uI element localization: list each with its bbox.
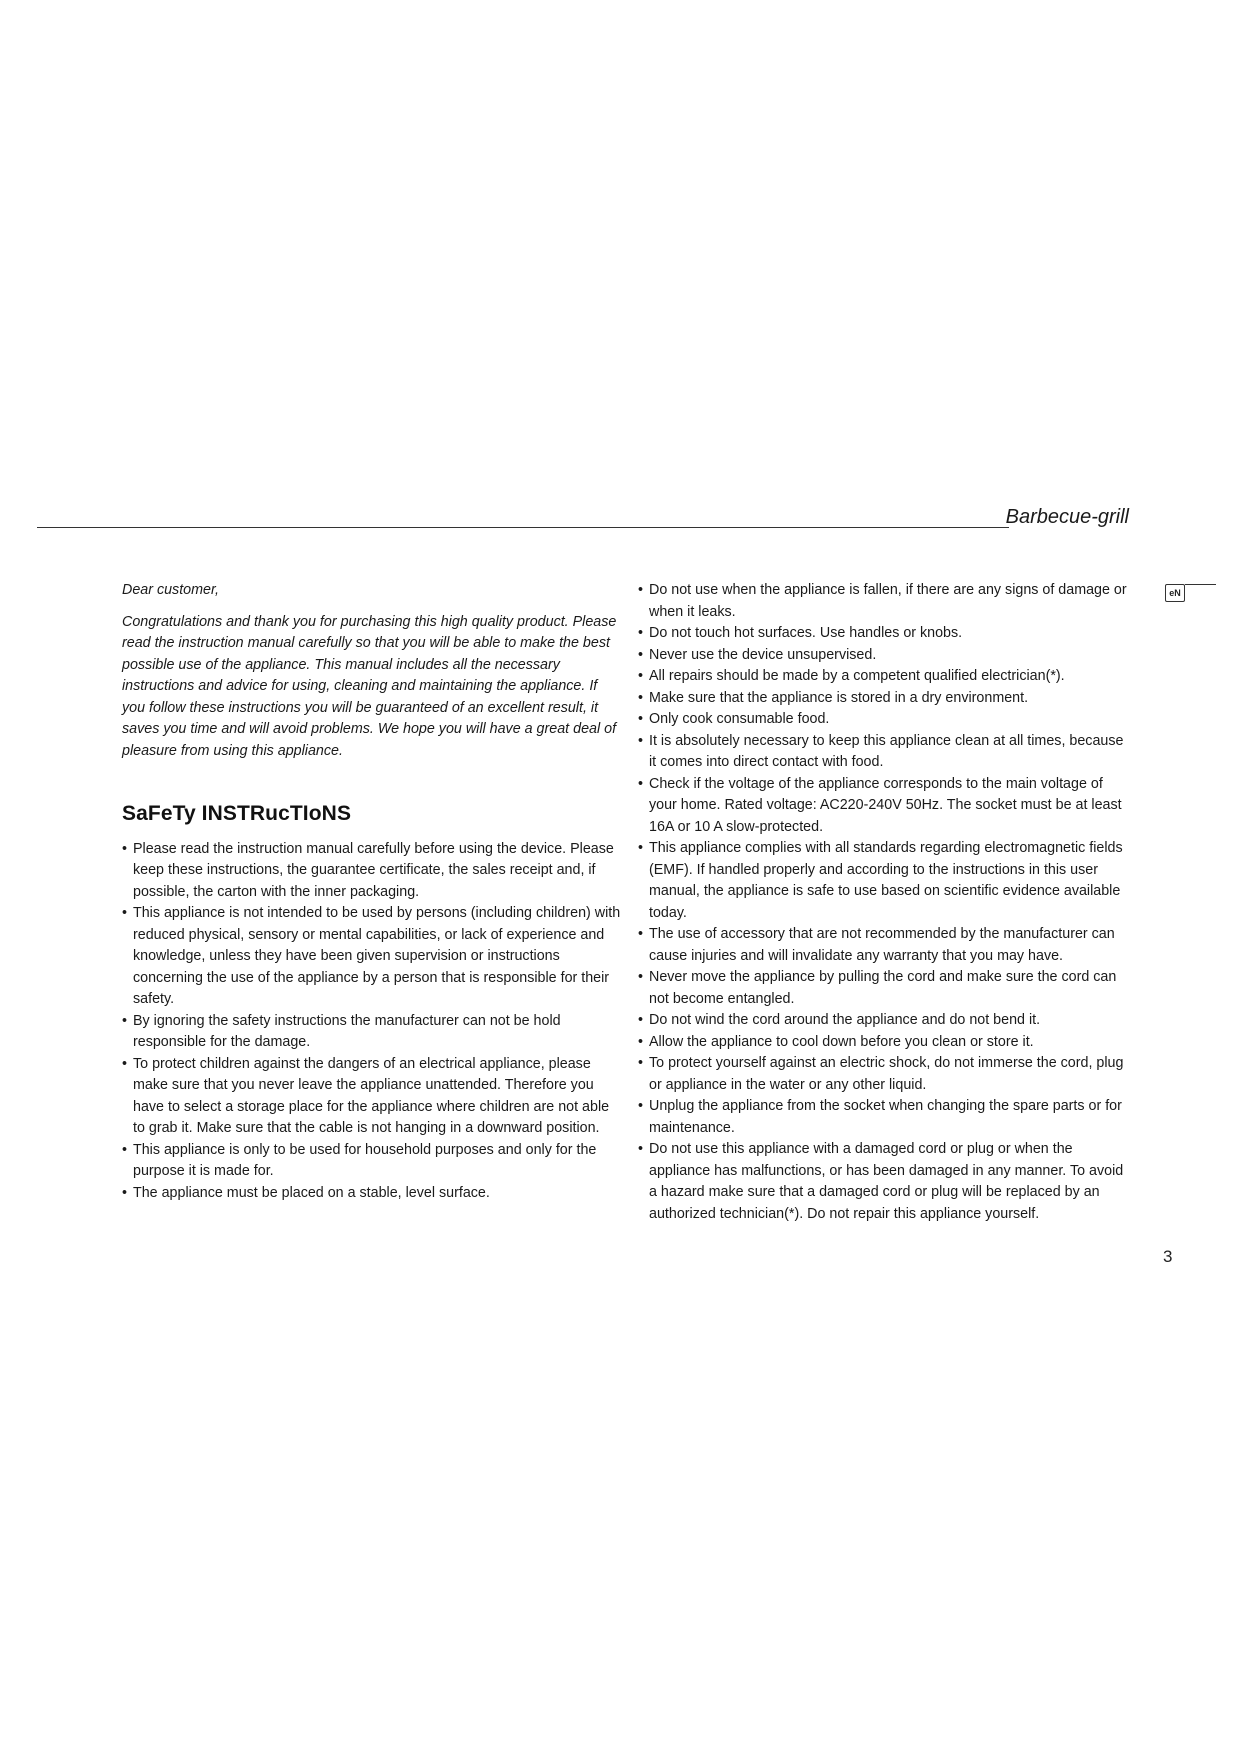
- list-item: [638, 1053, 1134, 1096]
- bullet: •: [638, 1055, 644, 1071]
- bullet: •: [638, 840, 644, 856]
- bullet: •: [638, 1141, 644, 1157]
- list-item: [122, 839, 622, 904]
- bullet: •: [122, 840, 128, 857]
- bullet: •: [638, 969, 644, 985]
- list-item-text: Do not wind the cord around the appliance and do not bend it.: [649, 1012, 1041, 1028]
- bullet: •: [122, 1012, 128, 1029]
- bullet: •: [638, 711, 644, 727]
- list-item: [638, 580, 1134, 623]
- list-item: [638, 967, 1134, 1010]
- list-item: [638, 838, 1134, 924]
- bullet: •: [638, 926, 644, 942]
- language-tab-line: [1185, 584, 1216, 585]
- safety-list-right: [638, 580, 1134, 1225]
- list-item-text: Unplug the appliance from the socket when changing the spare parts or for maintenance.: [649, 1098, 1122, 1136]
- language-tab: eN: [1165, 584, 1185, 602]
- bullet: •: [638, 646, 644, 663]
- list-item-text: Make sure that the appliance is stored in a dry environment.: [649, 689, 1029, 706]
- bullet: •: [638, 732, 644, 749]
- bullet: •: [638, 582, 644, 598]
- list-item-text: It is absolutely necessary to keep this appliance clean at all times, because it comes into direct contact with food.: [649, 732, 1124, 770]
- list-item-text: Check if the voltage of the appliance corresponds to the main voltage of your home. Rated voltage: AC220-240V 50Hz. The socket must be at least 16A or 10 A slow-protected.: [649, 775, 1122, 835]
- list-item-text: This appliance is only to be used for household purposes and only for the purpose it is made for.: [133, 1141, 597, 1179]
- list-item-text: The use of accessory that are not recommended by the manufacturer can cause injuries and will invalidate any warranty that you may have.: [649, 926, 1115, 964]
- list-item-text: Do not use when the appliance is fallen, if there are any signs of damage or when it leaks.: [649, 582, 1127, 620]
- list-item: [638, 1010, 1134, 1032]
- right-column: [638, 580, 1134, 1225]
- bullet: •: [638, 625, 644, 641]
- list-item: [122, 1054, 622, 1140]
- list-item: [638, 1096, 1134, 1139]
- document-title: Barbecue-grill: [1005, 506, 1129, 528]
- list-item: [638, 645, 1134, 667]
- bullet: •: [638, 1012, 644, 1028]
- list-item-text: To protect yourself against an electric shock, do not immerse the cord, plug or appliance in the water or any other liquid.: [649, 1055, 1124, 1093]
- list-item-text: The appliance must be placed on a stable, level surface.: [133, 1184, 490, 1201]
- bullet: •: [638, 775, 644, 792]
- header-rule: [37, 527, 1009, 528]
- list-item-text: Do not touch hot surfaces. Use handles or knobs.: [649, 625, 963, 641]
- list-item-text: Do not use this appliance with a damaged cord or plug or when the appliance has malfunctions, or has been damaged in any manner. To avoid a hazard make sure that a damaged cord or plug will be replaced by an authorized technician(*). Do not repair this appliance yourself.: [649, 1141, 1124, 1222]
- list-item: [122, 903, 622, 1011]
- list-item: [638, 688, 1134, 710]
- safety-list-left: [122, 839, 622, 1205]
- list-item-text: This appliance complies with all standards regarding electromagnetic fields (EMF). If handled properly and according to the instructions in this user manual, the appliance is safe to use based on scientific evidence available today.: [649, 840, 1123, 921]
- bullet: •: [122, 1141, 128, 1158]
- left-column: [122, 580, 622, 1204]
- bullet: •: [122, 1055, 128, 1072]
- list-item-text: Never move the appliance by pulling the cord and make sure the cord can not become entangled.: [649, 969, 1117, 1007]
- list-item-text: To protect children against the dangers of an electrical appliance, please make sure that you never leave the appliance unattended. Therefore you have to select a storage place for the appliance where children are not able to grab it. Make sure that the cable is not hanging in a downward position.: [133, 1055, 610, 1136]
- intro-paragraph: Congratulations and thank you for purchasing this high quality product. Please read the instruction manual carefully so that you will be able to make the best possible use of the appliance. This manual includes all the necessary instructions and advice for using, cleaning and maintaining the appliance. If you follow these instructions you will be guaranteed of an excellent result, it saves you time and will avoid problems. We hope you will have a great deal of pleasure from using this appliance.: [122, 613, 617, 759]
- list-item: [638, 1139, 1134, 1225]
- list-item: [122, 1011, 622, 1054]
- bullet: •: [638, 1033, 644, 1050]
- list-item-text: Only cook consumable food.: [649, 711, 830, 727]
- list-item-text: Please read the instruction manual carefully before using the device. Please keep these instructions, the guarantee certificate, the sales receipt and, if possible, the carton with the inner packaging.: [133, 840, 614, 900]
- list-item: [122, 1183, 622, 1205]
- list-item: [638, 1032, 1134, 1054]
- list-item-text: Allow the appliance to cool down before you clean or store it.: [649, 1033, 1034, 1050]
- section-title: SaFeTy INSTRucTIoNS: [122, 802, 352, 825]
- list-item: [638, 623, 1134, 645]
- list-item: [638, 666, 1134, 688]
- list-item-text: All repairs should be made by a competent qualified electrician(*).: [649, 668, 1065, 684]
- list-item-text: By ignoring the safety instructions the manufacturer can not be hold responsible for the damage.: [133, 1012, 561, 1050]
- bullet: •: [638, 1098, 644, 1114]
- greeting: Dear customer,: [122, 582, 219, 598]
- page-number: 3: [1163, 1247, 1173, 1266]
- list-item: [638, 709, 1134, 731]
- bullet: •: [638, 668, 644, 684]
- list-item: [638, 774, 1134, 839]
- bullet: •: [122, 1184, 128, 1201]
- bullet: •: [638, 689, 644, 706]
- list-item-text: Never use the device unsupervised.: [649, 646, 877, 663]
- list-item: [638, 731, 1134, 774]
- list-item: [122, 1140, 622, 1183]
- list-item-text: This appliance is not intended to be used by persons (including children) with reduced physical, sensory or mental capabilities, or lack of experience and knowledge, unless they have been given supervision or instructions concerning the use of the appliance by a person that is responsible for their safety.: [133, 905, 621, 1007]
- list-item: [638, 924, 1134, 967]
- bullet: •: [122, 905, 128, 921]
